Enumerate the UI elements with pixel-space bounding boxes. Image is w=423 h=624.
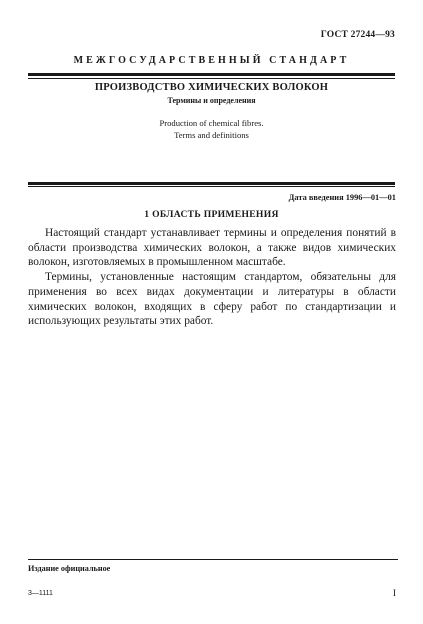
document-subtitle: Термины и определения [167, 96, 256, 105]
edition-label: Издание официальное [28, 564, 111, 573]
footer-rule [28, 559, 398, 560]
header-rule-thick [28, 73, 395, 76]
header-rule-thin [28, 78, 395, 79]
english-title [0, 117, 423, 141]
english-title-line-1: Production of chemical fibres. [159, 118, 264, 128]
section-heading: 1 ОБЛАСТЬ ПРИМЕНЕНИЯ [144, 209, 279, 220]
gost-number: ГОСТ 27244—93 [320, 30, 395, 40]
paragraph: Настоящий стандарт устанавливает термины и определения понятий в области производства химических волокон, а также видов химических волокон, изготовляемых в промышленном масштабе. [28, 227, 396, 269]
page-number: I [392, 589, 396, 599]
title-rule-thick [28, 182, 395, 185]
introduction-date: Дата введения 1996—01—01 [288, 193, 396, 202]
interstate-standard-label: МЕЖГОСУДАРСТВЕННЫЙ СТАНДАРТ [73, 55, 350, 66]
print-code: 3—1111 [28, 590, 53, 597]
section-body [28, 226, 396, 329]
document-title: ПРОИЗВОДСТВО ХИМИЧЕСКИХ ВОЛОКОН [94, 82, 329, 93]
english-title-line-2: Terms and definitions [174, 130, 249, 140]
title-rule-thin [28, 186, 395, 187]
paragraph: Термины, установленные настоящим стандартом, обязательны для применения во всех видах документации и литературы в области химических волокон, входящих в сферу работ по стандартизации и использующих результаты этих работ. [28, 271, 396, 328]
